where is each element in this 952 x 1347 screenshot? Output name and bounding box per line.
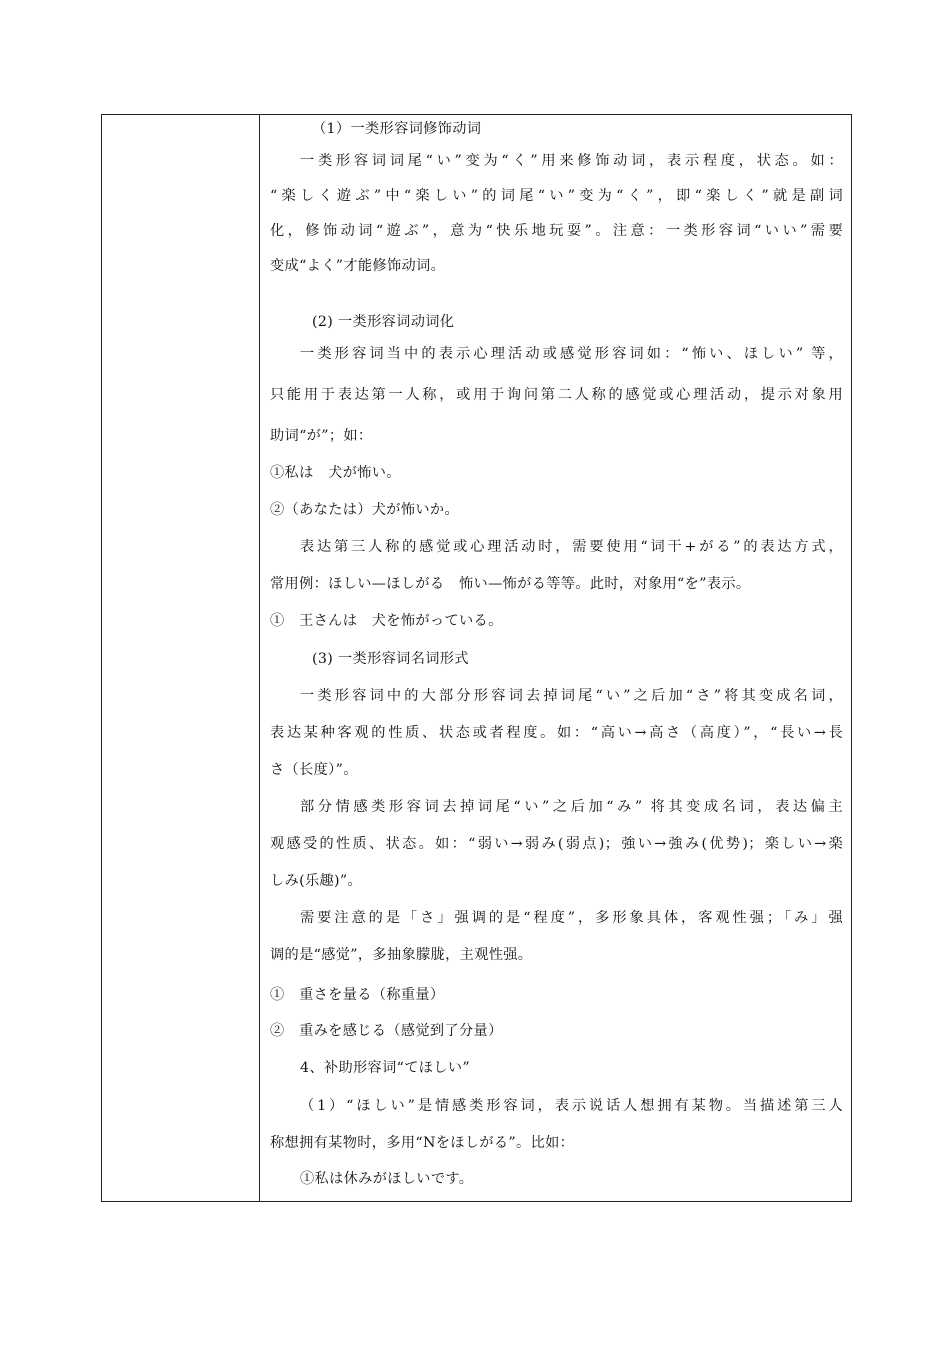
paragraph-line: 只能用于表达第一人称，或用于询问第二人称的感觉或心理活动，提示对象用: [270, 387, 843, 403]
paragraph-line: 称想拥有某物时，多用“Nをほしがる”。比如：: [270, 1135, 575, 1151]
paragraph-line: 需要注意的是「さ」强调的是“程度”，多形象具体，客观性强；「み」强: [300, 910, 843, 926]
paragraph-line: 助词“が”；如：: [270, 428, 373, 444]
paragraph-line: 表达某种客观的性质、状态或者程度。如：“高い→高さ（高度）”，“長い→長: [270, 725, 843, 741]
table-right-column: [260, 115, 851, 1201]
paragraph-line: 调的是“感觉”，多抽象朦胧，主观性强。: [270, 947, 533, 963]
paragraph-line: 常用例：ほしい—ほしがる 怖い—怖がる等等。此时，对象用“を”表示。: [270, 576, 751, 592]
section-heading-2: (2) 一类形容词动词化: [312, 314, 455, 330]
example-line: ①私は休みがほしいです。: [300, 1171, 474, 1187]
paragraph-line: 一类形容词词尾“い”变为“く”用来修饰动词，表示程度，状态。如：: [300, 153, 843, 169]
paragraph-line: 表达第三人称的感觉或心理活动时，需要使用“词干+がる”的表达方式，: [300, 539, 843, 555]
section-heading-1: （1）一类形容词修饰动词: [312, 121, 482, 137]
paragraph-line: “楽しく遊ぶ”中“楽しい”的词尾“い”变为“く”，即“楽しく”就是副词: [270, 188, 843, 204]
content-table: [101, 114, 852, 1202]
paragraph-line: 化，修饰动词“遊ぶ”，意为“快乐地玩耍”。注意：一类形容词“いい”需要: [270, 223, 843, 239]
example-line: ① 王さんは 犬を怖がっている。: [270, 613, 503, 629]
section-heading-4: 4、补助形容词“てほしい”: [300, 1060, 470, 1076]
paragraph-line: 一类形容词中的大部分形容词去掉词尾“い”之后加“さ”将其变成名词，: [300, 688, 843, 704]
paragraph-line: さ（长度）”。: [270, 762, 358, 778]
paragraph-line: 部分情感类形容词去掉词尾“い”之后加“み” 将其变成名词，表达偏主: [300, 799, 843, 815]
paragraph-line: 变成“よく”才能修饰动词。: [270, 258, 446, 274]
table-left-column: [102, 115, 260, 1201]
example-line: ① 重さを量る（称重量）: [270, 987, 445, 1003]
paragraph-line: 一类形容词当中的表示心理活动或感觉形容词如：“怖い、ほしい” 等，: [300, 346, 843, 362]
section-heading-3: (3) 一类形容词名词形式: [312, 651, 469, 667]
example-line: ②（あなたは）犬が怖いか。: [270, 502, 459, 518]
paragraph-line: しみ(乐趣)”。: [270, 873, 363, 889]
paragraph-line: （1）“ほしい”是情感类形容词，表示说话人想拥有某物。当描述第三人: [300, 1098, 843, 1114]
paragraph-line: 观感受的性质、状态。如：“弱い→弱み(弱点)；強い→強み(优势)；楽しい→楽: [270, 836, 843, 852]
example-line: ② 重みを感じる（感觉到了分量）: [270, 1023, 503, 1039]
example-line: ①私は 犬が怖い。: [270, 465, 401, 481]
